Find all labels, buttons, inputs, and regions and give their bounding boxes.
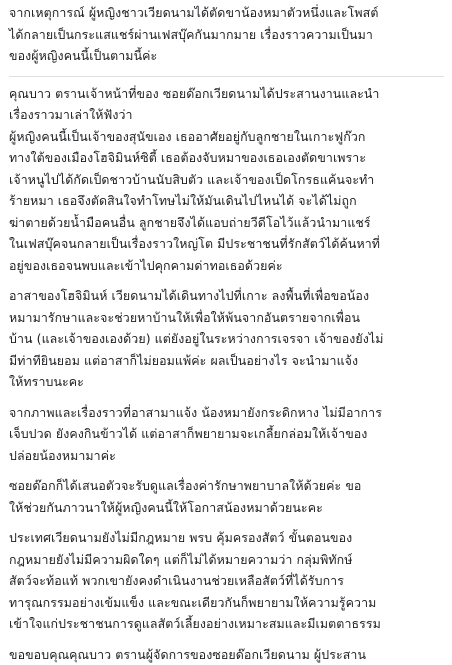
text-line: อยู่ของเธอจนพบและเข้าไปคุกคามด่าทอเธอด้วยค่ะ — [9, 255, 444, 277]
text-line: กฎหมายยังไม่มีความผิดใดๆ แต่ก็ไม่ได้หมายความว่า กลุ่มพิทักษ์ — [9, 549, 444, 571]
text-line: ทารุณกรรมอย่างเข้มแข็ง และขณะเดียวกันก็พยายามให้ความรู้ความ — [9, 592, 444, 614]
text-line: เข้าใจแก่ประชาชนการดูแลสัตว์เลี้ยงอย่างเหมาะสมและมีเมตตาธรรม — [9, 613, 444, 635]
section-divider — [9, 76, 444, 77]
text-line: ของผู้หญิงคนนี้เป็นตามนี้ค่ะ — [9, 45, 444, 67]
text-line: มีท่าทียินยอม แต่อาสาก็ไม่ยอมแพ้ค่ะ ผลเป็นอย่างไร จะนำมาแจ้ง — [9, 350, 444, 372]
text-line: คุณบาว ตรานเจ้าหน้าที่ของ ซอยด๊อกเวียดนามได้ประสานงานและนำ — [9, 83, 444, 105]
paragraph-thanks — [9, 644, 444, 665]
text-line: ทางใต้ของเมืองโฮจิมินห์ซิตี้ เธอต้องจับหมาของเธอเองตัดขาเพราะ — [9, 147, 444, 169]
paragraph-story — [9, 83, 444, 277]
text-line: ขอขอบคุณคุณบาว ตรานผู้จัดการของซอยด๊อกเวียดนาม ผู้ประสาน — [9, 644, 444, 665]
text-line: เจ้าหนูไปได้กัดเป็ดชาวบ้านนับสิบตัว และเจ้าของเป็ดโกรธแค้นจะทำ — [9, 169, 444, 191]
text-line: ได้กลายเป็นกระแสแชร์ผ่านเฟสบุ๊คกันมากมาย เรื่องราวความเป็นมา — [9, 24, 444, 46]
text-line: สัตว์จะท้อแท้ พวกเขายังคงดำเนินงานช่วยเหลือสัตว์ที่ได้รับการ — [9, 570, 444, 592]
text-line: ผู้หญิงคนนี้เป็นเจ้าของสุนัขเอง เธออาศัยอยู่กับลูกชายในเกาะฟูก๊วก — [9, 126, 444, 148]
paragraph-condition — [9, 402, 444, 467]
text-line: ประเทศเวียดนามยังไม่มีกฎหมาย พรบ คุ้มครองสัตว์ ขั้นตอนของ — [9, 527, 444, 549]
text-line: เรื่องราวมาเล่าให้ฟังว่า — [9, 104, 444, 126]
paragraph-intro — [9, 2, 444, 67]
text-line: ปล่อยน้องหมามาค่ะ — [9, 445, 444, 467]
text-line: หมามารักษาและจะช่วยหาบ้านให้เพื่อให้พ้นจากอันตรายจากเพื่อน — [9, 307, 444, 329]
paragraph-volunteers — [9, 285, 444, 393]
text-line: จากเหตุการณ์ ผู้หญิงชาวเวียดนามได้ตัดขาน้องหมาตัวหนึ่งและโพสต์ — [9, 2, 444, 24]
text-line: ให้ทราบนะคะ — [9, 371, 444, 393]
text-line: จากภาพและเรื่องราวที่อาสามาแจ้ง น้องหมายังกระดิกหาง ไม่มีอาการ — [9, 402, 444, 424]
text-line: อาสาของโฮจิมินห์ เวียดนามได้เดินทางไปที่เกาะ ลงพื้นที่เพื่อขอน้อง — [9, 285, 444, 307]
text-line: เจ็บปวด ยังคงกินข้าวได้ แต่อาสาก็พยายามจะเกลี้ยกล่อมให้เจ้าของ — [9, 423, 444, 445]
paragraph-soidog-offer — [9, 475, 444, 518]
text-line: ร้ายหมา เธอจึงตัดสินใจทำโทษไม่ให้มันเดินไปไหนได้ จะได้ไม่ถูก — [9, 190, 444, 212]
text-line: ให้ช่วยกันภาวนาให้ผู้หญิงคนนี้ให้โอกาสน้องหมาด้วยนะคะ — [9, 497, 444, 519]
text-line: บ้าน (และเจ้าของเองด้วย) แต่ยังอยู่ในระหว่างการเจรจา เจ้าของยังไม่ — [9, 328, 444, 350]
text-line: ฆ่าตายด้วยน้ำมือคนอื่น ลูกชายจึงได้แอบถ่ายวีดีโอไว้แล้วนำมาแชร์ — [9, 212, 444, 234]
paragraph-law — [9, 527, 444, 635]
text-line: ซอยด๊อกก็ได้เสนอตัวจะรับดูแลเรื่องค่ารักษาพยาบาลให้ด้วยค่ะ ขอ — [9, 475, 444, 497]
text-line: ในเฟสบุ๊คจนกลายเป็นเรื่องราวใหญ่โต มีประชาชนที่รักสัตว์ได้ค้นหาที่ — [9, 233, 444, 255]
